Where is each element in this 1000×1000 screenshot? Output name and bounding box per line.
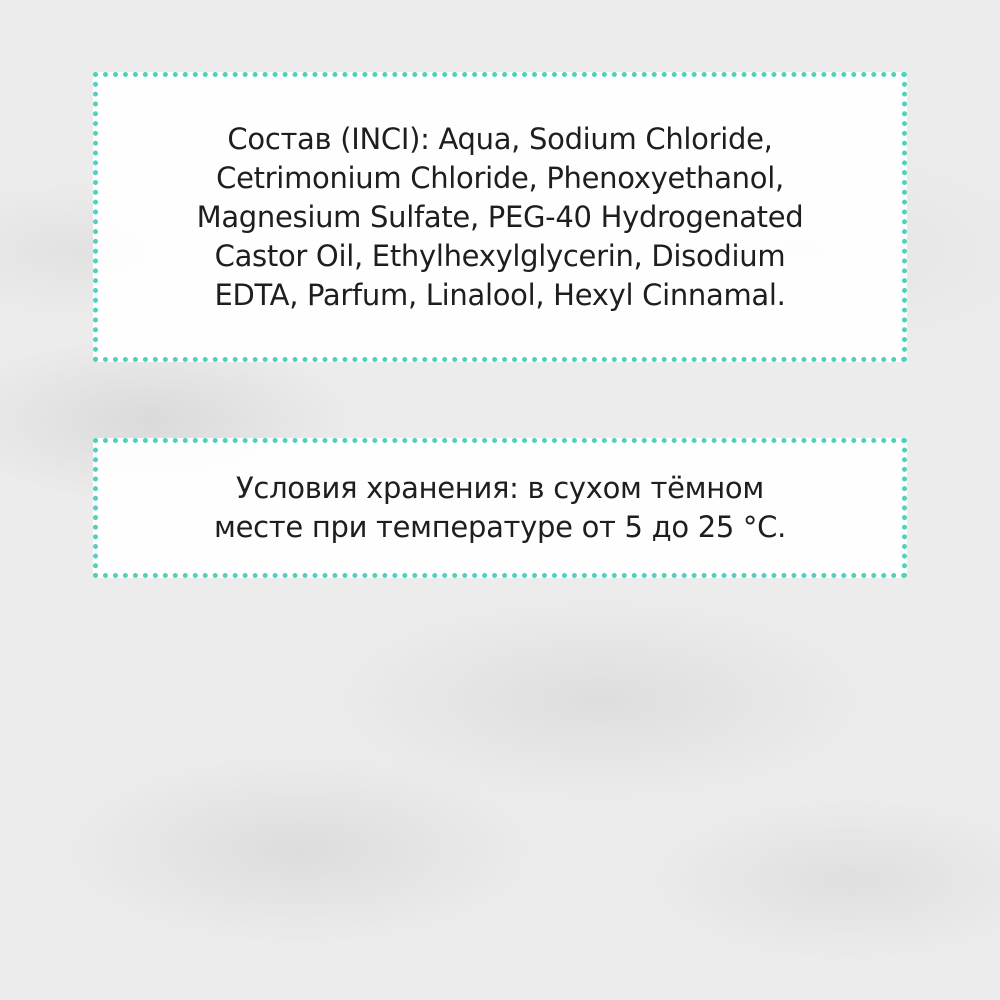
composition-line: Castor Oil, Ethylhexylglycerin, Disodium xyxy=(214,238,786,273)
composition-line: EDTA, Parfum, Linalool, Hexyl Cinnamal. xyxy=(214,277,786,312)
composition-line: Cetrimonium Chloride, Phenoxyethanol, xyxy=(216,160,784,195)
composition-line: Состав (INCI): Aqua, Sodium Chloride, xyxy=(227,121,773,156)
storage-line: месте при температуре от 5 до 25 °C. xyxy=(214,510,786,544)
storage-text xyxy=(214,469,786,547)
storage-box xyxy=(93,438,907,578)
composition-line: Magnesium Sulfate, PEG-40 Hydrogenated xyxy=(196,199,804,234)
storage-line: Условия хранения: в сухом тёмном xyxy=(236,471,764,505)
composition-box xyxy=(93,72,907,362)
composition-text xyxy=(197,120,804,315)
